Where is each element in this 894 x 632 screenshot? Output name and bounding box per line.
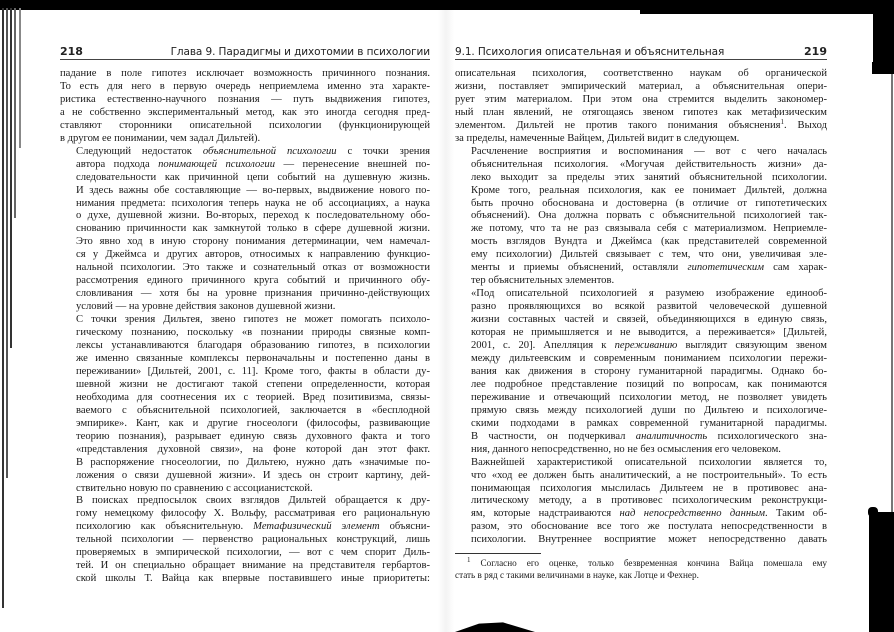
text-line: 2001, с. 20]. Апелляция к переживанию выглядит связующим звеном <box>471 340 827 352</box>
text-line: же потому, что та не раз связывала себя с материализмом. Неприемле- <box>471 223 827 235</box>
right-page-number: 219 <box>804 45 827 58</box>
text-line: Следующий недостаток объяснительной психологии с точки зрения <box>76 145 430 157</box>
left-page-number: 218 <box>60 45 83 58</box>
text-line: ложения о связи душевной жизни». И здесь он строит картину, дей- <box>76 469 430 481</box>
text-line: ваемого с объяснительной психологией, заключается в «бесплодной <box>76 404 430 416</box>
text-line: гому немецкому философу Х. Вольфу, рассматривая его рациональную <box>76 508 430 520</box>
text-line: объяснительная психология. «Могучая действительность жизни» да- <box>471 158 827 170</box>
text-line: тер объяснительных элементов. <box>471 275 615 287</box>
emphasis: переживанию <box>614 340 678 352</box>
text-line: понимающая психология мыслилась Дильтеем не в противовес ана- <box>471 482 827 494</box>
text-line: Это явно ход в иную сторону понимания детерминации, чем намечал- <box>76 236 430 248</box>
text-line: психологию как объяснительную. Метафизический элемент объясни- <box>76 521 430 533</box>
text-line: литическому методу, а в противовес психологическим реконструкци- <box>471 495 827 507</box>
text-line: условий — на уровне действия законов душевной жизни. <box>76 301 336 313</box>
left-running-title: Глава 9. Парадигмы и дихотомии в психологии <box>170 46 430 58</box>
text-line: разом, это обоснование все того же постулата непосредственности в <box>471 521 827 533</box>
paragraph <box>455 146 827 288</box>
emphasis: Метафизический элемент <box>253 521 380 533</box>
paragraph <box>455 457 827 548</box>
scan-bottom-smudge <box>455 620 535 632</box>
text-line: В поисках предпосылок своих взглядов Дильтей обращается к дру- <box>76 495 430 507</box>
text-line: которая не примышляется и не выводится, а переживается» [Дильтей, <box>471 327 827 339</box>
text-line: необходима для соотнесения их с теорией. Вред позитивизма, связы- <box>76 391 430 403</box>
book-gutter <box>438 10 454 632</box>
footnote-line: стать в ряд с такими величинами в науке, как Лотце и Фехнер. <box>455 569 699 580</box>
right-page-body <box>455 68 827 547</box>
paragraph <box>60 314 430 495</box>
text-line: ской школы Т. Вайца как впервые поставившего иные приоритеты: <box>76 573 430 585</box>
left-running-head <box>60 44 430 60</box>
text-line: описательная психология, соответственно наукам об органической <box>455 68 827 79</box>
text-line: рассмотрения единого причинного круга событий и причинного обу- <box>76 275 430 287</box>
text-line: словливания — хотя бы на уровне признания причинно-действующих <box>76 288 430 300</box>
footnote <box>455 558 827 581</box>
text-line: ствительно новую по сравнению с ассоцианистской. <box>76 482 313 494</box>
text-line: разно проявляющихся во всякой развитой человеческой душевной <box>471 301 827 313</box>
footnote-rule <box>455 553 541 554</box>
emphasis: гипотетическим <box>687 262 764 274</box>
text-line: Расчленение восприятия и воспоминания — вот с чего началась <box>471 145 827 157</box>
paragraph <box>455 68 827 146</box>
text-line: гическому познанию, поскольку «в познании природы связные комп- <box>76 327 430 339</box>
text-line: тельной психологии — первенство рациональных конструкций, лишь <box>76 534 430 546</box>
text-line: следовательности как причинной цепи событий на душевную жизнь. <box>76 171 430 183</box>
text-line: Кроме того, реальная психология, как ее понимает Дильтей, должна <box>471 184 827 196</box>
footnote-marker: 1 <box>780 117 785 126</box>
text-line: ния, данного непосредственно, но не без осмысления его человеком. <box>471 443 781 455</box>
text-line: В распоряжение гносеологии, по Дильтею, нужно дать «значимые по- <box>76 456 430 468</box>
text-line: эмпирике». Кант, как и другие гносеологи (философы, развивающие <box>76 417 430 429</box>
text-line: В частности, он подчеркивал аналитичность психологического зна- <box>471 430 827 442</box>
right-page <box>455 44 827 581</box>
text-line: «представления духовной связи», на фоне которой дан этот факт. <box>76 443 430 455</box>
emphasis: понимающей психологии <box>158 158 276 170</box>
text-line: ся у Джеймса и других авторов, относимых к направлению функцио- <box>76 249 430 261</box>
scan-right-border-bottom <box>869 512 894 632</box>
text-line: Важнейшей характеристикой описательной психологии является то, <box>471 456 827 468</box>
text-line: лексы устанавливаются благодаря образованию гипотез, в психологии <box>76 340 430 352</box>
text-line: падание в поле гипотез исключает возможность причинного познания. <box>60 68 430 79</box>
text-line: И здесь важны обе составляющие — во-первых, выдвижение нового по- <box>76 184 430 196</box>
paragraph <box>60 146 430 314</box>
paragraph <box>455 288 827 456</box>
footnote-marker: 1 <box>467 556 471 565</box>
scan-top-border-right <box>640 0 894 14</box>
text-line: о духе, душевной жизни. Во-вторых, переход к последовательному обо- <box>76 210 430 222</box>
text-line: жизни, поставляет эмпирический материал, а объяснительная опери- <box>455 80 827 92</box>
left-page <box>60 44 430 586</box>
scan-page-edges-left <box>0 8 26 608</box>
text-line: а не собственно экспериментальный метод, как это иногда сегодня пред- <box>60 106 430 118</box>
text-line: мость взглядов Вундта и Джеймса (как представителей современной <box>471 236 827 248</box>
footnote-line: $^1$ Согласно его оценке, только безвременная кончина Вайца помешала ему <box>467 556 827 569</box>
text-line: элементом. Дильтей не против такого понимания объяснения$^1$. Выход <box>455 117 827 131</box>
text-line: ристика естественно-научного познания — путь выдвижения гипотез, <box>60 93 430 105</box>
text-line: «Под описательной психологией я разумею изображение единооб- <box>471 288 827 300</box>
text-line: рует этим материалом. При этом она стремится выделить закономер- <box>455 93 827 105</box>
paragraph <box>60 495 430 586</box>
text-line: переживании» [Дильтей, 2001, с. 11]. Кроме того, факты в области ду- <box>76 365 430 377</box>
right-running-head <box>455 44 827 60</box>
text-line: в другом ее понимании, чем задал Дильтей). <box>60 132 261 144</box>
right-running-title: 9.1. Психология описательная и объяснительная <box>455 46 725 58</box>
text-line: жизни составных частей и связей, объединяющихся в единую связь, <box>471 314 827 326</box>
text-line: нимания предмета: психология теперь наука не об ассоциациях, а наука <box>76 197 430 209</box>
emphasis: объяснительной психологии <box>202 145 337 157</box>
text-line: объяснений). Она должна порвать с объяснительной психологией так- <box>471 210 827 222</box>
emphasis: аналитичность <box>635 430 708 442</box>
text-line: быть прочно обоснована и достоверна (в отличие от гипотетических <box>471 197 827 209</box>
text-line: леко выходит за пределы этих занятий объяснительной психологии. <box>471 171 827 183</box>
text-line: что «ход ее должен быть аналитический, а не построительный». То есть <box>471 469 827 481</box>
text-line: переживание и отвечающий психологии метод, не позволяет увидеть <box>471 391 827 403</box>
text-line: проверяемых в эмпирической психологии, — вот с чем спорит Диль- <box>76 547 430 559</box>
left-page-body <box>60 68 430 586</box>
text-line: снованию причинности как замкнутой только в сфере душевной жизни. <box>76 223 430 235</box>
text-line: С точки зрения Дильтея, звено гипотез не может помогать психоло- <box>76 314 430 326</box>
text-line: прямую связь между психологией души по Дильтею и психологиче- <box>471 404 827 416</box>
text-line: вания как движения в сторону гуманитарной парадигмы. Однако бо- <box>471 365 827 377</box>
emphasis: над непосредственно данным <box>619 508 766 520</box>
scan-right-edge <box>891 74 893 514</box>
text-line: же именно связанные комплексы первоначальны и постепенно даны в <box>76 352 430 364</box>
text-line: ставляют сторонники описательной психологии (функционирующей <box>60 119 430 131</box>
text-line: нальной психологии. Это также и сознательный отказ от возможности <box>76 262 430 274</box>
text-line: за пределы, намеченные Вайцем, Дильтей видит в следующем. <box>455 132 740 144</box>
text-line: теорию познания), разрывает единую связь духовного факта и того <box>76 430 430 442</box>
paragraph <box>60 68 430 146</box>
text-line: тей. И он специально обращает внимание на представителя гербартов- <box>76 560 430 572</box>
text-line: лее подробное представление позиций по вопросам, как понимаются <box>471 378 827 390</box>
text-line: психологии. Внутреннее восприятие может непосредственно давать <box>471 534 827 546</box>
text-line: ный план явлений, не отягощаясь звеном гипотез как метафизическим <box>455 106 827 118</box>
text-line: шевной жизни не достигают такой степени определенности, которая <box>76 378 430 390</box>
text-line: ям, которые надстраиваются над непосредственно данным. Таким об- <box>471 508 827 520</box>
scan-right-border-tab <box>872 62 880 74</box>
text-line: ему психологии) Дильтей связывает с тем, что они, увеличивая эле- <box>471 249 827 261</box>
text-line: автора подхода понимающей психологии — перенесение внешней по- <box>76 158 430 170</box>
text-line: То есть для него в первую очередь неприемлема именно эта характе- <box>60 80 430 92</box>
text-line: скими подходами в рамках современной гуманитарной парадигмы. <box>471 417 827 429</box>
text-line: менты и приемы объяснений, оставляли гипотетическим сам харак- <box>471 262 827 274</box>
text-line: между дильтеевским и современным пониманием психологии пережи- <box>471 352 827 364</box>
